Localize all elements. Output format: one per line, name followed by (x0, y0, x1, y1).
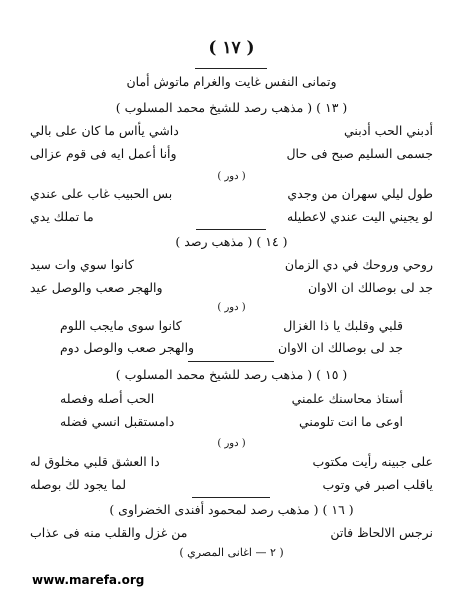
section-rule (192, 497, 270, 498)
verse-line (60, 318, 403, 334)
verse-line (30, 280, 433, 296)
page-number-rule (195, 68, 267, 69)
verse-line (60, 391, 403, 407)
verse-second-hemistich: وأنا أعمل ايه فى قوم عزالى (30, 146, 177, 161)
verse-line (30, 209, 433, 225)
intro-verse: وتمانى النفس غايت والغرام ماتوش أمان (126, 74, 337, 89)
verse-first-hemistich: نرجس الالحاظ فاتن (330, 525, 433, 540)
verse-first-hemistich: ياقلب اصبر في وتوب (322, 477, 433, 492)
verse-second-hemistich: بس الحبيب غاب على عندي (30, 186, 173, 201)
section-heading: ( ١٤ ) ( مذهب رصد ) (175, 234, 288, 249)
verse-line (30, 123, 433, 139)
verse-second-hemistich: من غزل والقلب منه فى عذاب (30, 525, 188, 540)
verse-line (30, 146, 433, 162)
verse-first-hemistich: أستاذ محاسنك علمني (291, 391, 403, 406)
verse-second-hemistich: الحب أصله وفصله (60, 391, 155, 406)
verse-first-hemistich: جسمى السليم صبح فى حال (286, 146, 433, 161)
verse-first-hemistich: على جبينه رأيت مكتوب (312, 454, 433, 469)
footer-url-link[interactable]: www.marefa.org (32, 573, 145, 587)
section-heading: ( ١٣ ) ( مذهب رصد للشيخ محمد المسلوب ) (115, 100, 348, 115)
verse-line (30, 525, 433, 541)
verse-second-hemistich: والهجر صعب والوصل دوم (60, 340, 195, 355)
verse-first-hemistich: قلبي وقلبك يا ذا الغزال (283, 318, 403, 333)
verse-line (30, 186, 433, 202)
verse-second-hemistich: والهجر صعب والوصل عيد (30, 280, 163, 295)
verse-first-hemistich: طول ليلي سهران من وجدي (287, 186, 433, 201)
dawr-label: ( دور ) (217, 302, 246, 313)
section-rule (196, 229, 266, 230)
verse-first-hemistich: أدبني الحب أدبني (344, 123, 433, 138)
dawr-label: ( دور ) (217, 171, 246, 182)
section-heading: ( ١٥ ) ( مذهب رصد للشيخ محمد المسلوب ) (115, 367, 348, 382)
verse-first-hemistich: اوعى ما انت تلومني (299, 414, 403, 429)
book-signature-note: ( ٢ — اغانى المصري ) (179, 546, 284, 559)
verse-line (30, 257, 433, 273)
verse-second-hemistich: كانوا سوى مايجب اللوم (60, 318, 182, 333)
verse-second-hemistich: دا العشق قلبي مخلوق له (30, 454, 160, 469)
verse-line (30, 454, 433, 470)
dawr-label: ( دور ) (217, 438, 246, 449)
verse-first-hemistich: روحي وروحك في دي الزمان (284, 257, 433, 272)
verse-line (60, 414, 403, 430)
verse-line (30, 477, 433, 493)
verse-second-hemistich: داشي يأاس ما كان على بالي (30, 123, 179, 138)
verse-second-hemistich: كانوا سوي وات سيد (30, 257, 134, 272)
section-rule (188, 361, 274, 362)
verse-second-hemistich: ما تملك يدي (30, 209, 94, 224)
verse-line (60, 340, 403, 356)
verse-first-hemistich: جد لى بوصالك ان الاوان (277, 340, 403, 355)
section-heading: ( ١٦ ) ( مذهب رصد لمحمود أفندى الخضراوى ) (109, 502, 354, 517)
verse-second-hemistich: لما يجود لك بوصله (30, 477, 127, 492)
verse-first-hemistich: جد لى بوصالك ان الاوان (307, 280, 433, 295)
page-number: ( ١٧ ) (208, 38, 255, 58)
verse-second-hemistich: دامستقبل انسي فضله (60, 414, 175, 429)
verse-first-hemistich: لو يجيني اليت عندي لاعطيله (286, 209, 433, 224)
